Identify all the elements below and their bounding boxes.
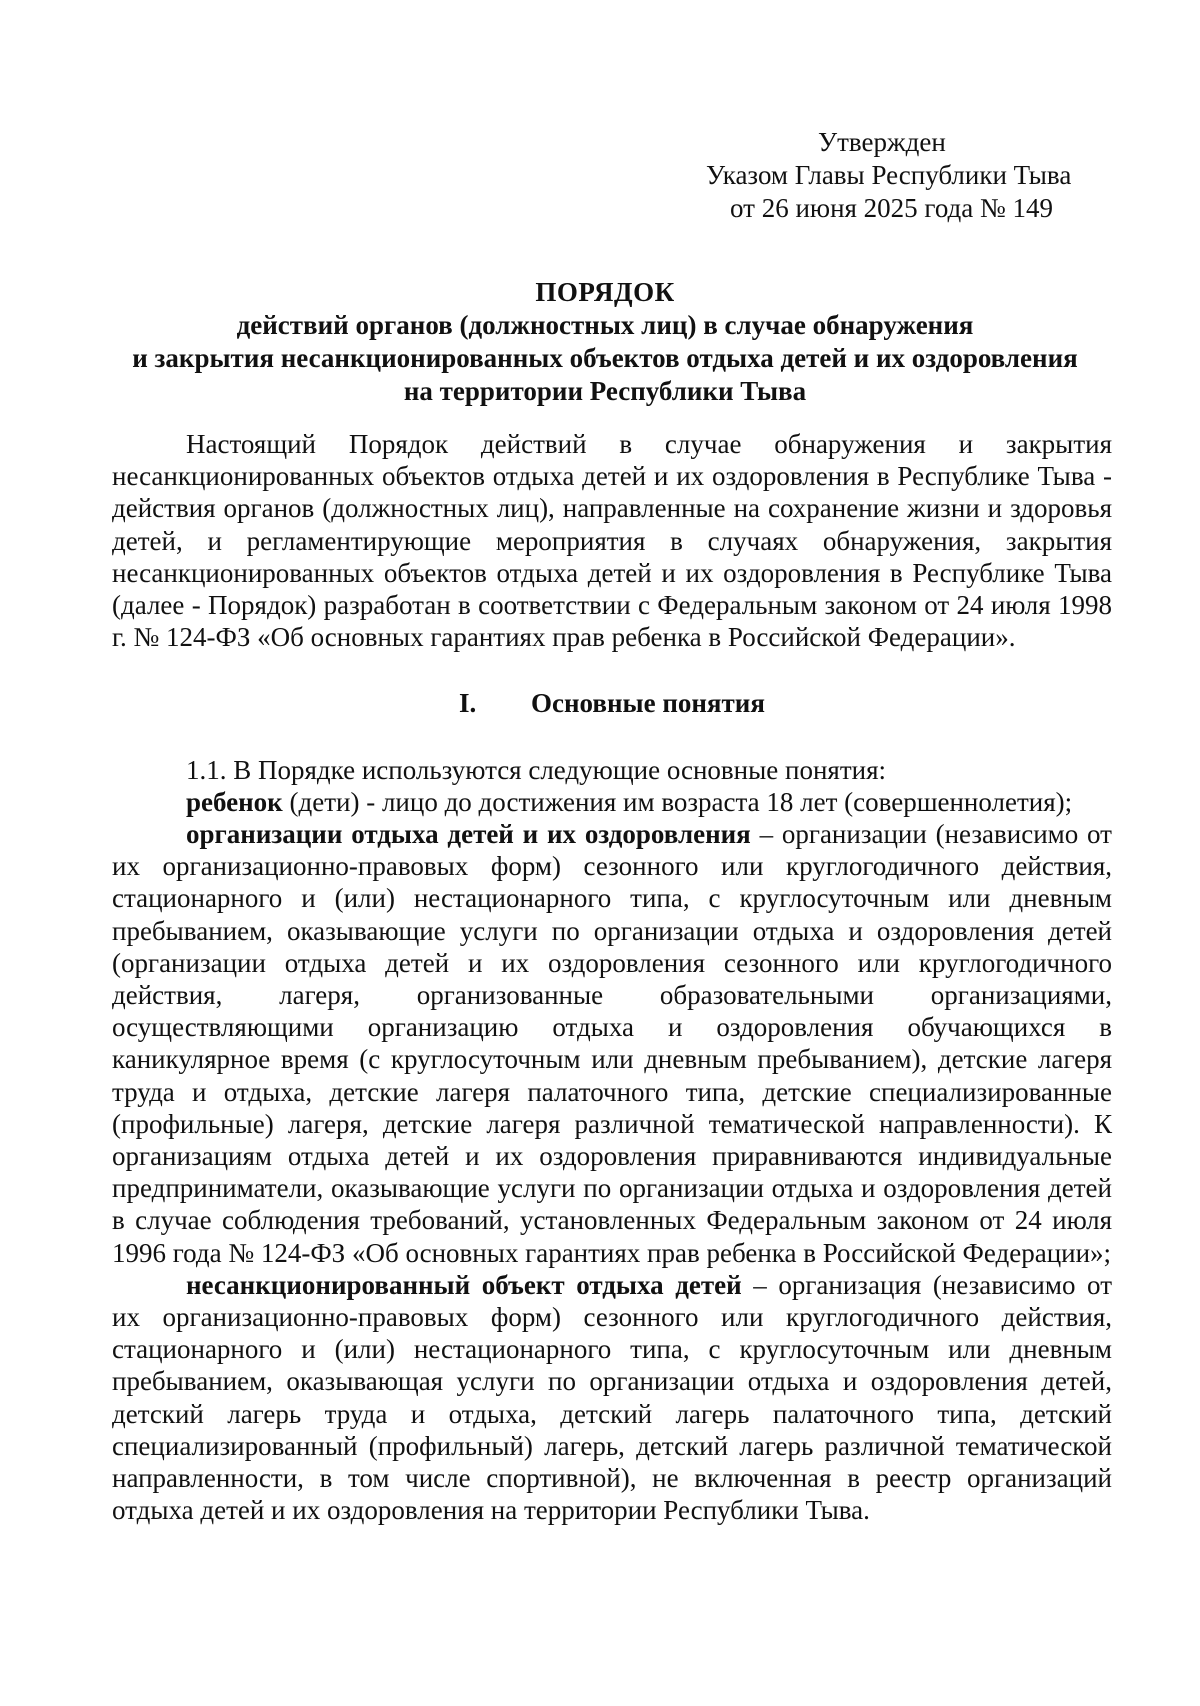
- definition-text: – организации (независимо от их организационно-правовых форм) сезонного или круглогодичного действия, стационарного и (или) нестационарного типа, с круглосуточным или дневным пребыванием, оказывающие услуги по организации отдыха и оздоровления детей (организации отдыха детей и их оздоровления сезонного или круглогодичного действия, лагеря, организованные образовательными организациями, осуществляющими организацию отдыха и оздоровления обучающихся в каникулярное время (с круглосуточным или дневным пребыванием), детские лагеря труда и отдыха, детские лагеря палаточного типа, детские специализированные (профильные) лагеря, детские лагеря различной тематической направленности). К организациям отдыха детей и их оздоровления приравниваются индивидуальные предприниматели, оказывающие услуги по организации отдыха и оздоровления детей в случае соблюдения требований, установленных Федеральным законом от 24 июля 1996 года № 124-ФЗ «Об основных гарантиях прав ребенка в Российской Федерации»;: [112, 819, 1112, 1268]
- title-line-2: и закрытия несанкционированных объектов отдыха детей и их оздоровления: [132, 343, 1078, 373]
- document-body: [112, 428, 1112, 1527]
- intro-paragraph: Настоящий Порядок действий в случае обнаружения и закрытия несанкционированных объектов отдыха детей и их оздоровления в Республике Тыва - действия органов (должностных лиц), направленные на сохранение жизни и здоровья детей, и регламентирующие мероприятия в случаях обнаружения, закрытия несанкционированных объектов отдыха детей и их оздоровления в Республике Тыва (далее - Порядок) разработан в соответствии с Федеральным законом от 24 июля 1998 г. № 124-ФЗ «Об основных гарантиях прав ребенка в Российской Федерации».: [112, 429, 1112, 653]
- definition-child: [112, 786, 1112, 818]
- section-title: Основные понятия: [531, 688, 765, 719]
- approval-line-approved: Утвержден: [818, 127, 946, 157]
- section-heading: [112, 687, 1112, 719]
- document-title: [100, 276, 1110, 408]
- title-line-1: действий органов (должностных лиц) в случае обнаружения: [236, 310, 974, 340]
- approval-line-decree: Указом Главы Республики Тыва: [706, 160, 1072, 190]
- section-number: I.: [459, 688, 477, 719]
- definition-term: ребенок: [186, 786, 283, 817]
- approval-line-date: от 26 июня 2025 года № 149: [730, 193, 1054, 223]
- clause-1-1: 1.1. В Порядке используются следующие основные понятия:: [186, 754, 886, 785]
- title-line-3: на территории Республики Тыва: [403, 376, 807, 406]
- definition-term: несанкционированный объект отдыха детей: [186, 1269, 742, 1300]
- title-heading: ПОРЯДОК: [535, 277, 675, 307]
- definition-text: – организация (независимо от их организационно-правовых форм) сезонного или круглогодичного действия, стационарного и (или) нестационарного типа, с круглосуточным или дневным пребыванием, оказывающая услуги по организации отдыха и оздоровления детей, детский лагерь труда и отдыха, детский лагерь палаточного типа, детский специализированный (профильный) лагерь, детский лагерь различной тематической направленности, в том числе спортивной), не включенная в реестр организаций отдыха детей и их оздоровления на территории Республики Тыва.: [112, 1269, 1112, 1526]
- definition-term: организации отдыха детей и их оздоровления: [186, 819, 751, 850]
- approval-stamp: [690, 126, 1110, 225]
- definition-text: (дети) - лицо до достижения им возраста 18 лет (совершеннолетия);: [282, 786, 1073, 817]
- definition-unauthorized-object: [112, 1269, 1112, 1527]
- definition-organization: [112, 818, 1112, 1269]
